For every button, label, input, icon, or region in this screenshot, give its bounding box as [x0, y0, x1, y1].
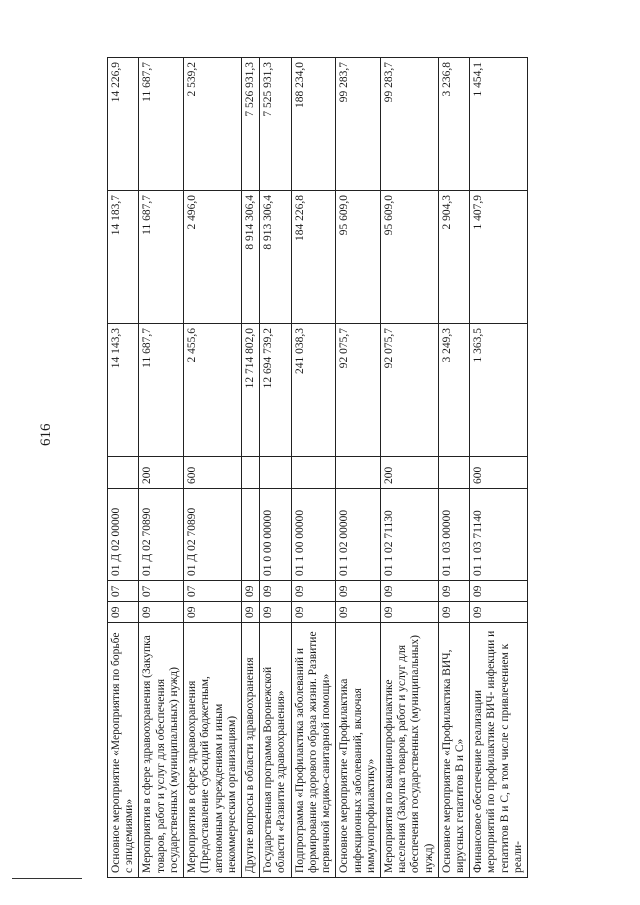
row-name: Государственная программа Воронежской области «Развитие здравоохранения»	[260, 623, 291, 878]
target-item-code: 01 1 02 00000	[336, 489, 381, 581]
amount-year-2: 8 914 306,4	[241, 191, 259, 324]
table-row	[470, 58, 528, 878]
amount-year-1: 14 143,3	[108, 324, 139, 457]
section-code: 09	[108, 602, 139, 623]
section-code: 09	[241, 602, 259, 623]
target-item-code: 01 1 03 71140	[470, 489, 528, 581]
expense-type-code: 200	[139, 457, 184, 489]
section-code: 09	[184, 602, 242, 623]
amount-year-2: 8 913 306,4	[260, 191, 291, 324]
row-name: Мероприятия по вакцинопрофилактике населения (Закупка товаров, работ и услуг для обеспечения государственных (муниципальных) нужд)	[380, 623, 438, 878]
subsection-code: 09	[336, 581, 381, 602]
expense-type-code	[336, 457, 381, 489]
target-item-code: 01 Д 02 00000	[108, 489, 139, 581]
amount-year-1: 3 249,3	[438, 324, 469, 457]
amount-year-2: 184 226,8	[291, 191, 336, 324]
table-row	[139, 58, 184, 878]
amount-year-1: 92 075,7	[336, 324, 381, 457]
subsection-code: 09	[470, 581, 528, 602]
expense-type-code	[438, 457, 469, 489]
subsection-code: 07	[184, 581, 242, 602]
amount-year-1: 92 075,7	[380, 324, 438, 457]
section-code: 09	[291, 602, 336, 623]
row-name: Финансовое обеспечение реализации мероприятий по профилактике ВИЧ- инфекции и гепатитов В и С, в том числе с привлечением к реали-	[470, 623, 528, 878]
table-row	[260, 58, 291, 878]
table-row	[291, 58, 336, 878]
amount-year-2: 14 183,7	[108, 191, 139, 324]
row-name: Мероприятия в сфере здравоохранения (Предоставление субсидий бюджетным, автономным учреждениям и иным некоммерческим организациям)	[184, 623, 242, 878]
row-name: Основное мероприятие «Мероприятия по борьбе с эпидемиями»	[108, 623, 139, 878]
section-code: 09	[260, 602, 291, 623]
amount-year-3: 7 526 931,3	[241, 58, 259, 191]
target-item-code: 01 0 00 00000	[260, 489, 291, 581]
amount-year-2: 95 609,0	[380, 191, 438, 324]
section-code: 09	[380, 602, 438, 623]
target-item-code: 01 1 02 71130	[380, 489, 438, 581]
subsection-code: 09	[438, 581, 469, 602]
target-item-code	[241, 489, 259, 581]
amount-year-2: 95 609,0	[336, 191, 381, 324]
table-row	[380, 58, 438, 878]
amount-year-1: 2 455,6	[184, 324, 242, 457]
subsection-code: 09	[260, 581, 291, 602]
amount-year-3: 2 539,2	[184, 58, 242, 191]
row-name: Основное мероприятие «Профилактика ВИЧ, вирусных гепатитов В и С»	[438, 623, 469, 878]
amount-year-3: 7 525 931,3	[260, 58, 291, 191]
amount-year-1: 241 038,3	[291, 324, 336, 457]
page-number: 616	[38, 423, 54, 446]
row-name: Основное мероприятие «Профилактика инфекционных заболеваний, включая иммунопрофилактику»	[336, 623, 381, 878]
amount-year-2: 2 496,0	[184, 191, 242, 324]
target-item-code: 01 1 00 00000	[291, 489, 336, 581]
expense-type-code	[260, 457, 291, 489]
amount-year-1: 11 687,7	[139, 324, 184, 457]
expense-type-code	[241, 457, 259, 489]
amount-year-2: 2 904,3	[438, 191, 469, 324]
subsection-code: 07	[108, 581, 139, 602]
section-code: 09	[336, 602, 381, 623]
expense-type-code: 200	[380, 457, 438, 489]
target-item-code: 01 1 03 00000	[438, 489, 469, 581]
amount-year-3: 99 283,7	[380, 58, 438, 191]
target-item-code: 01 Д 02 70890	[139, 489, 184, 581]
subsection-code: 09	[241, 581, 259, 602]
amount-year-3: 14 226,9	[108, 58, 139, 191]
subsection-code: 09	[380, 581, 438, 602]
amount-year-1: 1 363,5	[470, 324, 528, 457]
amount-year-3: 188 234,0	[291, 58, 336, 191]
amount-year-2: 1 407,9	[470, 191, 528, 324]
table-row	[108, 58, 139, 878]
table-row	[241, 58, 259, 878]
row-name: Мероприятия в сфере здравоохранения (Закупка товаров, работ и услуг для обеспечения государственных (муниципальных) нужд)	[139, 623, 184, 878]
subsection-code: 09	[291, 581, 336, 602]
amount-year-2: 11 687,7	[139, 191, 184, 324]
row-name: Другие вопросы в области здравоохранения	[241, 623, 259, 878]
table-row	[184, 58, 242, 878]
expense-type-code: 600	[184, 457, 242, 489]
section-code: 09	[470, 602, 528, 623]
section-code: 09	[139, 602, 184, 623]
amount-year-3: 3 236,8	[438, 58, 469, 191]
expense-type-code: 600	[470, 457, 528, 489]
amount-year-3: 1 454,1	[470, 58, 528, 191]
amount-year-3: 11 687,7	[139, 58, 184, 191]
subsection-code: 07	[139, 581, 184, 602]
row-name: Подпрограмма «Профилактика заболеваний и формирование здорового образа жизни. Развитие первичной медико-санитарной помощи»	[291, 623, 336, 878]
budget-table-rotated	[107, 58, 627, 878]
table-row	[336, 58, 381, 878]
amount-year-3: 99 283,7	[336, 58, 381, 191]
expense-type-code	[291, 457, 336, 489]
expense-type-code	[108, 457, 139, 489]
table-row	[438, 58, 469, 878]
margin-rule	[12, 878, 82, 879]
budget-table	[107, 57, 528, 878]
target-item-code: 01 Д 02 70890	[184, 489, 242, 581]
amount-year-1: 12 714 802,0	[241, 324, 259, 457]
amount-year-1: 12 694 739,2	[260, 324, 291, 457]
section-code: 09	[438, 602, 469, 623]
